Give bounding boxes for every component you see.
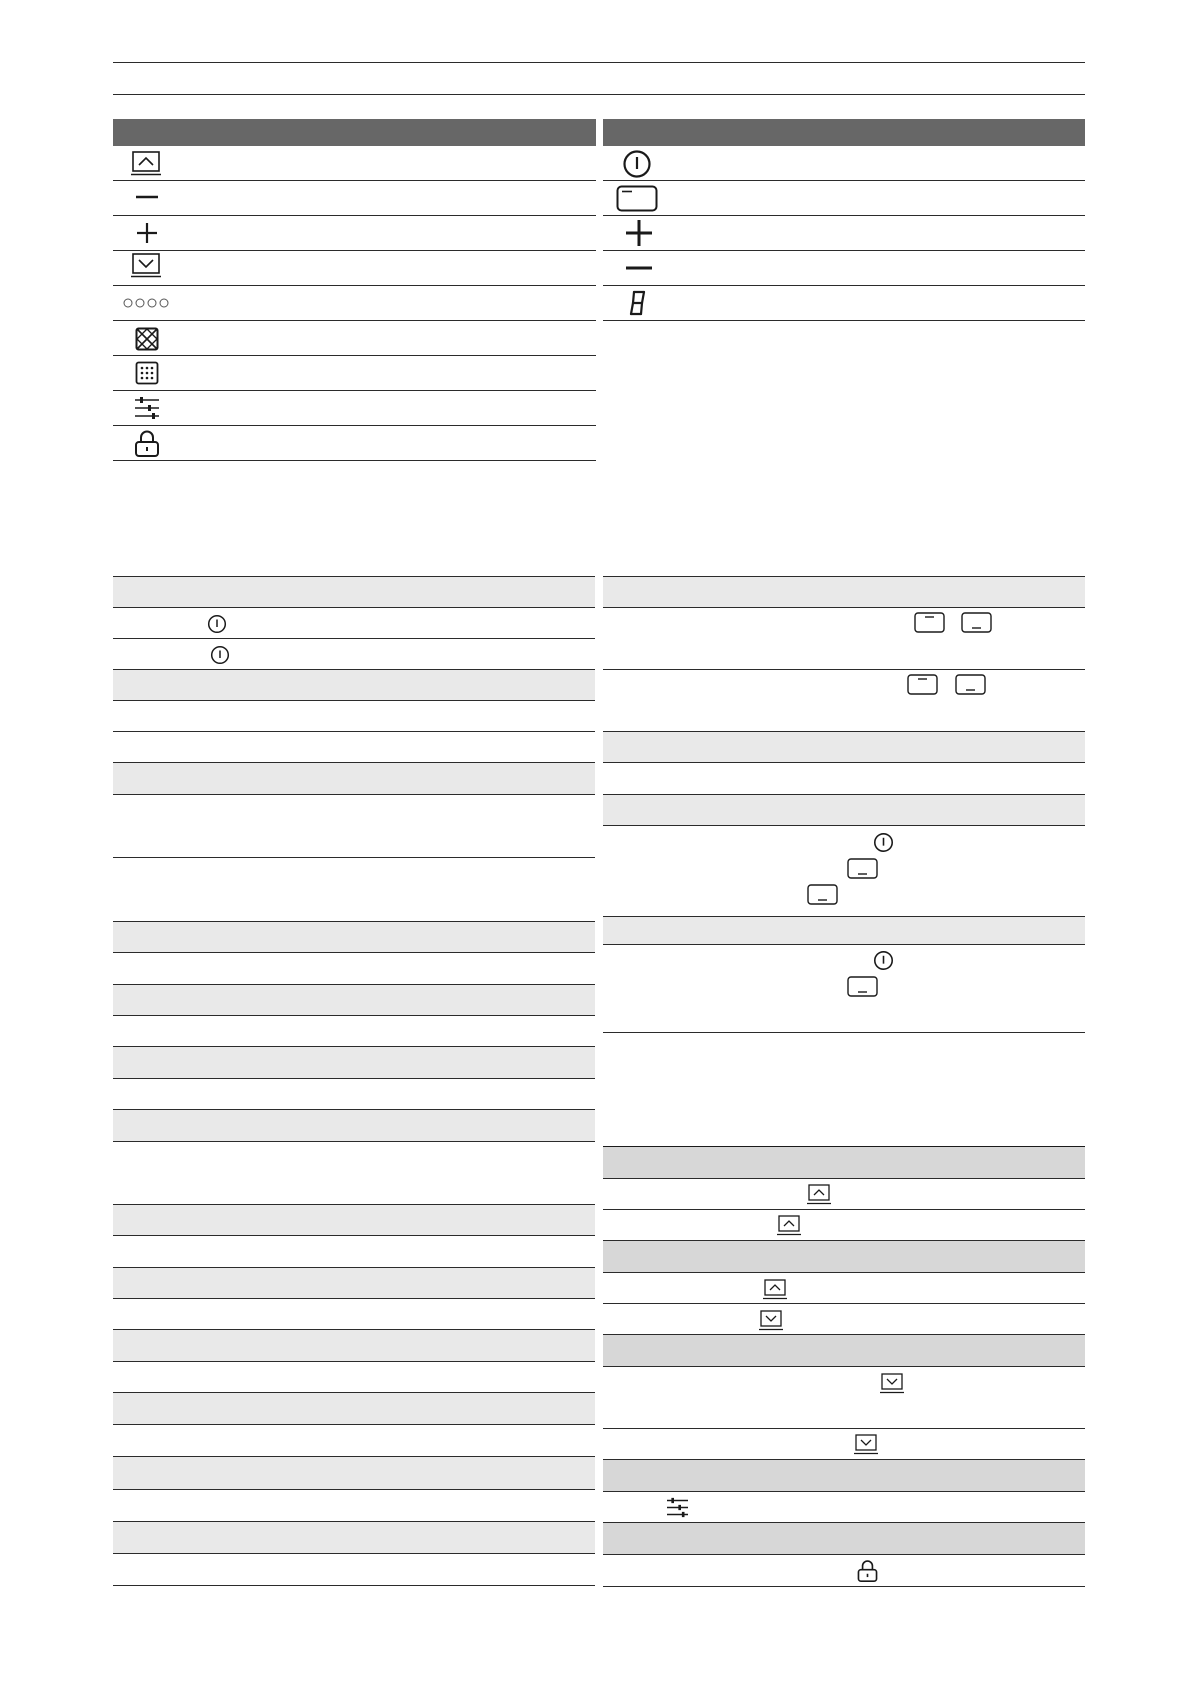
table-section-header <box>603 1460 1085 1492</box>
minus-icon <box>625 265 653 271</box>
digit-eight-icon <box>629 290 647 316</box>
table-row <box>113 732 595 763</box>
table-section-header <box>113 1110 595 1142</box>
table-row <box>113 1299 595 1330</box>
four-dots-icon <box>122 297 174 309</box>
table-row <box>603 251 1085 286</box>
table-section-header <box>113 1047 595 1079</box>
table-row <box>603 146 1085 181</box>
table-section-header <box>113 1522 595 1554</box>
power-icon <box>207 614 227 634</box>
power-icon <box>873 832 894 853</box>
table-row <box>113 701 595 732</box>
table-row <box>603 670 1085 732</box>
table-row <box>603 945 1085 1033</box>
table-row <box>603 181 1085 216</box>
crossed-grid-icon <box>135 327 159 351</box>
table-section-header <box>603 1335 1085 1367</box>
control-panel-table-left <box>113 119 596 461</box>
table-row <box>603 286 1085 321</box>
power-icon <box>622 149 652 179</box>
table-row <box>113 795 595 858</box>
table-section-header <box>603 1523 1085 1555</box>
timer-down-key-icon <box>847 858 878 879</box>
timer-up-key-icon <box>914 612 945 633</box>
table-header-bar <box>603 119 1085 146</box>
plus-icon <box>136 222 158 244</box>
sliders-icon <box>134 396 160 420</box>
table-section-header <box>113 1393 595 1425</box>
table-row <box>603 1367 1085 1429</box>
timer-down-key-icon <box>961 612 992 633</box>
minus-icon <box>135 194 159 200</box>
timer-up-key-icon <box>907 674 938 695</box>
table-row <box>113 1554 595 1586</box>
lock-icon <box>133 429 161 457</box>
table-row <box>113 216 596 251</box>
table-row <box>603 608 1085 670</box>
table-section-header <box>113 576 595 608</box>
timer-display-icon <box>616 185 658 212</box>
plus-icon <box>625 219 653 247</box>
procedure-table-left <box>113 576 595 1586</box>
table-row <box>113 321 596 356</box>
lock-icon <box>856 1558 879 1583</box>
table-section-header <box>113 763 595 795</box>
table-section-header <box>113 985 595 1016</box>
table-row <box>113 251 596 286</box>
table-section-header <box>113 1330 595 1362</box>
table-row <box>113 356 596 391</box>
table-header-bar <box>113 119 596 146</box>
top-rule <box>113 62 1085 63</box>
procedure-table-right-upper <box>603 576 1085 1033</box>
table-row <box>113 146 596 181</box>
table-row <box>113 1425 595 1457</box>
table-section-header <box>603 576 1085 608</box>
table-row <box>113 1079 595 1110</box>
table-section-header <box>603 1146 1085 1179</box>
table-row <box>113 391 596 426</box>
table-row <box>603 1210 1085 1241</box>
timer-down-key-icon <box>955 674 986 695</box>
oven-light-up-icon <box>777 1215 801 1236</box>
table-section-header <box>603 732 1085 763</box>
dotted-grid-icon <box>135 361 159 385</box>
oven-light-down-icon <box>131 253 161 278</box>
table-row <box>603 763 1085 795</box>
power-icon <box>210 645 230 665</box>
table-row <box>113 639 595 670</box>
table-row <box>603 1304 1085 1335</box>
procedure-table-right-lower <box>603 1146 1085 1587</box>
table-row <box>113 1016 595 1047</box>
oven-light-up-icon <box>807 1184 831 1205</box>
timer-down-key-icon <box>807 884 838 905</box>
table-row <box>113 286 596 321</box>
table-section-header <box>603 795 1085 826</box>
table-row <box>603 826 1085 917</box>
table-row <box>113 1490 595 1522</box>
table-section-header <box>113 922 595 953</box>
oven-light-down-icon <box>854 1434 878 1455</box>
table-row <box>113 1236 595 1268</box>
table-section-header <box>603 917 1085 945</box>
table-row <box>113 858 595 922</box>
oven-light-up-icon <box>131 151 161 176</box>
sliders-icon <box>666 1497 689 1518</box>
table-row <box>113 426 596 461</box>
table-section-header <box>113 1205 595 1236</box>
oven-light-down-icon <box>759 1310 783 1331</box>
table-row <box>603 216 1085 251</box>
table-section-header <box>113 1457 595 1490</box>
table-section-header <box>603 1241 1085 1273</box>
top-rule-second <box>113 94 1085 95</box>
table-row <box>603 1273 1085 1304</box>
table-row <box>113 608 595 639</box>
table-row <box>603 1429 1085 1460</box>
table-row <box>603 1555 1085 1587</box>
timer-down-key-icon <box>847 976 878 997</box>
table-row <box>113 953 595 985</box>
table-row <box>113 1362 595 1393</box>
table-row <box>113 1142 595 1205</box>
power-icon <box>873 950 894 971</box>
display-table-right <box>603 119 1085 321</box>
table-section-header <box>113 670 595 701</box>
table-row <box>113 181 596 216</box>
oven-light-down-icon <box>880 1373 904 1394</box>
table-section-header <box>113 1268 595 1299</box>
table-row <box>603 1179 1085 1210</box>
oven-light-up-icon <box>763 1279 787 1300</box>
